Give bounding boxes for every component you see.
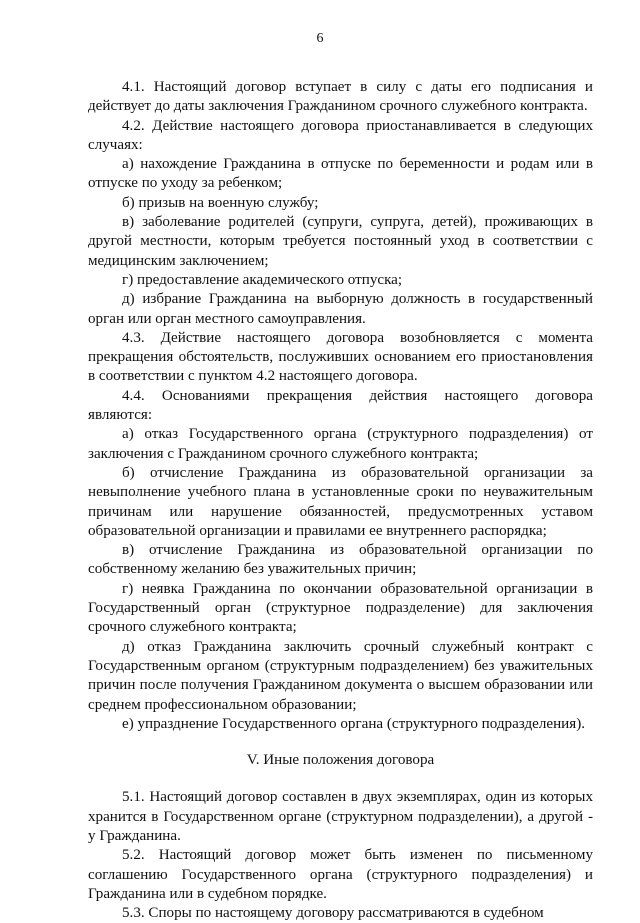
clause-4-4-g: г) неявка Гражданина по окончании образовательной организации в Государственный орган (структурное подразделение) для заключения срочного служебного контракта;	[88, 580, 593, 636]
clause-4-4-v: в) отчисление Гражданина из образовательной организации по собственному желанию без уважительных причин;	[88, 542, 593, 578]
clause-4-2-g: г) предоставление академического отпуска;	[122, 271, 403, 288]
clause-4-1: 4.1. Настоящий договор вступает в силу с даты его подписания и действует до даты заключения Гражданином срочного служебного контракта.	[88, 79, 593, 115]
clause-4-4-e: е) упразднение Государственного органа (структурного подразделения).	[122, 715, 585, 732]
clause-5-2: 5.2. Настоящий договор может быть изменен по письменному соглашению Государственного органа (структурного подразделения) и Гражданина или в судебном порядке.	[88, 847, 593, 902]
page-number: 6	[316, 31, 324, 46]
document-body	[88, 78, 593, 923]
clause-5-3: 5.3. Споры по настоящему договору рассматриваются в судебном	[122, 905, 544, 922]
clause-4-2: 4.2. Действие настоящего договора приостанавливается в следующих случаях:	[88, 117, 593, 153]
clause-4-4-b: б) отчисление Гражданина из образовательной организации за невыполнение учебного плана в установленные сроки по неуважительным причинам или нарушение обязанностей, предусмотренных уставом образовательной организации и правилами ее внутреннего распорядка;	[88, 464, 593, 539]
clause-4-4: 4.4. Основаниями прекращения действия настоящего договора являются:	[88, 387, 593, 424]
clause-4-2-a: а) нахождение Гражданина в отпуске по беременности и родам или в отпуске по уходу за ребенком;	[88, 156, 593, 192]
clause-4-2-b: б) призыв на военную службу;	[122, 194, 319, 211]
clause-4-4-d: д) отказ Гражданина заключить срочный служебный контракт с Государственным органом (структурным подразделением) без уважительных причин после получения Гражданином документа о высшем образовании или среднем профессиональном образовании;	[88, 638, 593, 713]
clause-4-4-a: а) отказ Государственного органа (структурного подразделения) от заключения с Гражданином срочного служебного контракта;	[88, 426, 593, 462]
clause-4-2-d: д) избрание Гражданина на выборную должность в государственный орган или орган местного самоуправления.	[88, 291, 593, 327]
clause-4-2-v: в) заболевание родителей (супруги, супруга, детей), проживающих в другой местности, которым требуется постоянный уход в соответствии с медицинским заключением;	[88, 214, 593, 269]
clause-5-1: 5.1. Настоящий договор составлен в двух экземплярах, один из которых хранится в Государственном органе (структурном подразделении), а другой - у Гражданина.	[88, 789, 593, 844]
clause-4-3: 4.3. Действие настоящего договора возобновляется с момента прекращения обстоятельств, послуживших основанием его приостановления в соответствии с пунктом 4.2 настоящего договора.	[88, 329, 593, 385]
section-heading: V. Иные положения договора	[246, 752, 435, 769]
